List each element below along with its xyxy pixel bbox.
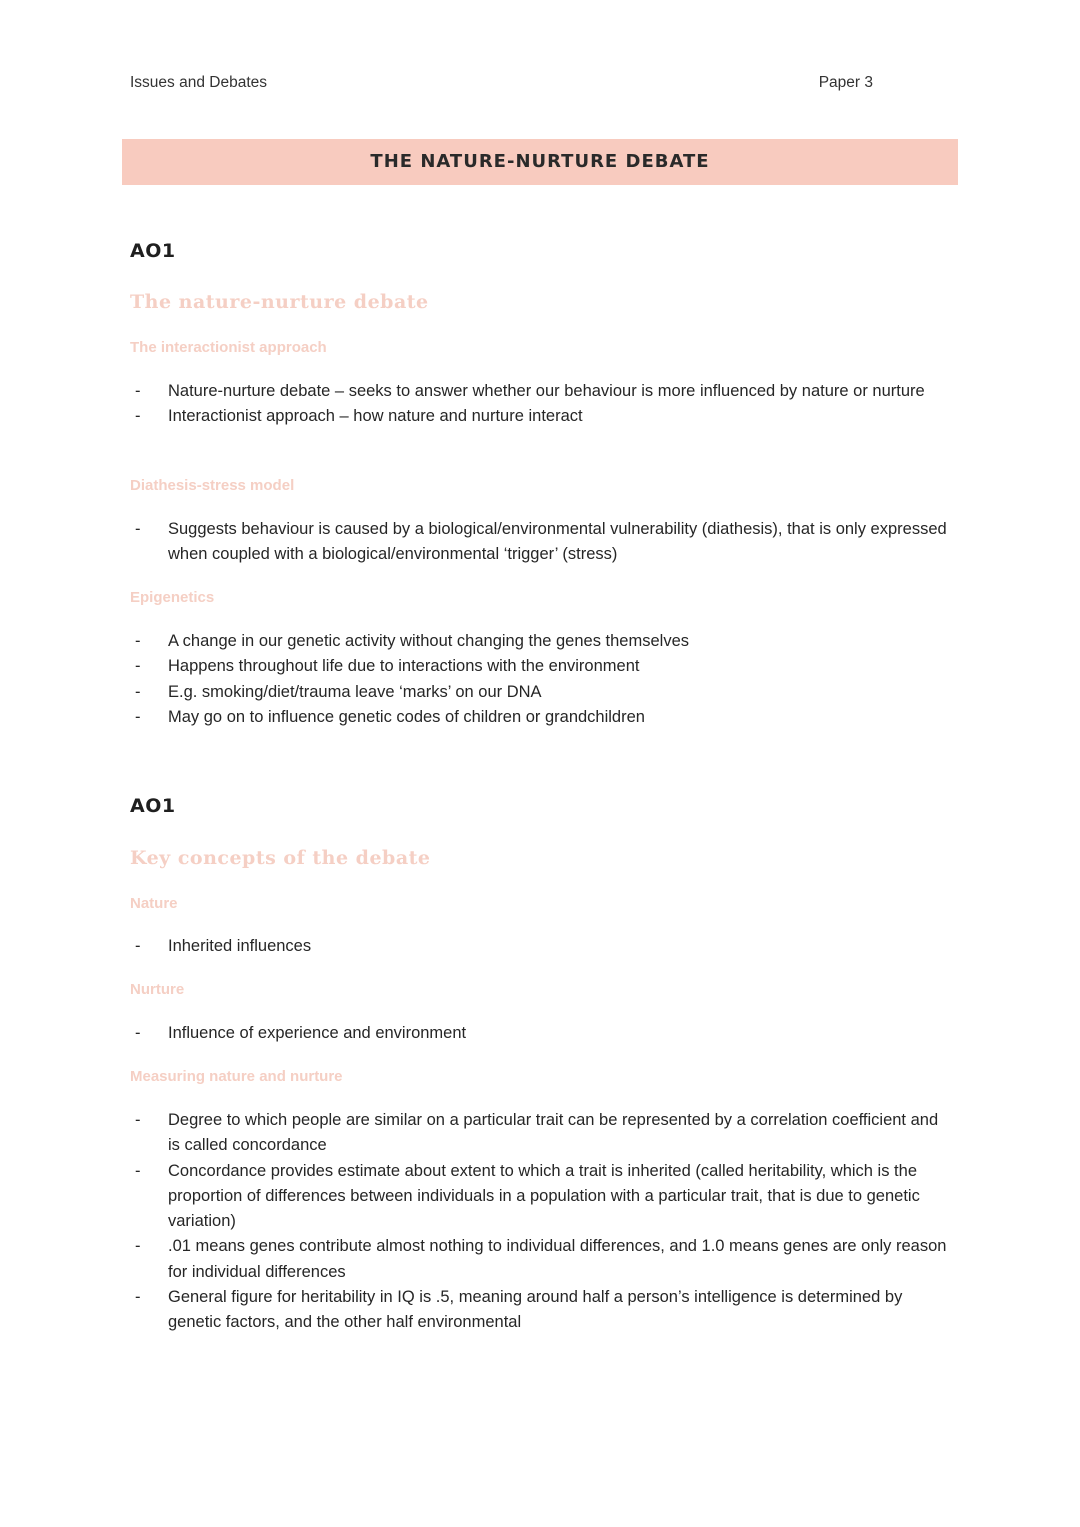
bullet-list [130,379,950,430]
bullet-dash: - [135,937,141,955]
bullet-dash: - [135,1237,141,1256]
list-item [130,705,950,730]
list-item [130,379,950,404]
list-item [130,1285,950,1336]
bullet-dash: - [135,520,141,538]
list-item [130,517,950,568]
header-right-text: Paper 3 [818,74,873,91]
bullet-text: May go on to influence genetic codes of children or grandchildren [168,707,645,726]
subsection-heading: Epigenetics [130,589,215,606]
title-banner: THE NATURE-NURTURE DEBATE [122,139,958,185]
bullet-text: General figure for heritability in IQ is .5, meaning around half a person’s intelligence is determined by genetic factors, and the other half environmental [168,1288,903,1332]
bullet-text: Degree to which people are similar on a particular trait can be represented by a correlation coefficient and is called concordance [168,1111,939,1155]
bullet-text: .01 means genes contribute almost nothing to individual differences, and 1.0 means genes are only reason for individual differences [168,1237,947,1281]
list-item [130,1021,950,1046]
bullet-text: Inherited influences [168,937,312,955]
bullet-list [130,629,950,730]
bullet-dash: - [135,632,141,650]
bullet-text: A change in our genetic activity without changing the genes themselves [168,632,689,650]
section-title: The nature-nurture debate [130,291,429,313]
ao-label: AO1 [130,240,176,262]
bullet-dash: - [135,382,141,400]
bullet-list [130,1021,950,1046]
list-item [130,654,950,679]
subsection-heading: Diathesis-stress model [130,477,295,494]
list-item [130,680,950,705]
bullet-dash: - [135,1161,141,1180]
section-title: Key concepts of the debate [130,847,431,869]
bullet-dash: - [135,707,141,726]
page-header [130,74,873,96]
subsection-heading: Nature [130,895,178,912]
bullet-list [130,517,950,568]
list-item [130,934,950,959]
subsection-heading: Nurture [130,981,185,998]
bullet-list [130,1108,950,1336]
bullet-text: Nature-nurture debate – seeks to answer whether our behaviour is more influenced by nature or nurture [168,382,925,400]
bullet-text: Influence of experience and environment [168,1024,467,1042]
bullet-dash: - [135,1111,141,1129]
list-item [130,629,950,654]
bullet-list [130,934,950,959]
subsection-heading: The interactionist approach [130,339,327,356]
bullet-text: Interactionist approach – how nature and nurture interact [168,407,583,426]
bullet-text: E.g. smoking/diet/trauma leave ‘marks’ on our DNA [168,682,542,701]
bullet-dash: - [135,1288,141,1307]
list-item [130,1234,950,1285]
list-item [130,1108,950,1159]
bullet-text: Concordance provides estimate about extent to which a trait is inherited (called heritability, which is the proportion of differences between individuals in a population with a particular trait, that is due to genetic variation) [168,1161,920,1231]
header-left-text: Issues and Debates [130,74,268,91]
list-item [130,1159,950,1235]
bullet-dash: - [135,1024,141,1042]
list-item [130,404,950,429]
ao-label: AO1 [130,795,176,817]
bullet-text: Happens throughout life due to interactions with the environment [168,657,640,676]
bullet-dash: - [135,657,141,676]
subsection-heading: Measuring nature and nurture [130,1068,343,1085]
bullet-dash: - [135,407,141,426]
bullet-dash: - [135,682,141,701]
bullet-text: Suggests behaviour is caused by a biological/environmental vulnerability (diathesis), that is only expressed when coupled with a biological/environmental ‘trigger’ (stress) [168,520,947,564]
